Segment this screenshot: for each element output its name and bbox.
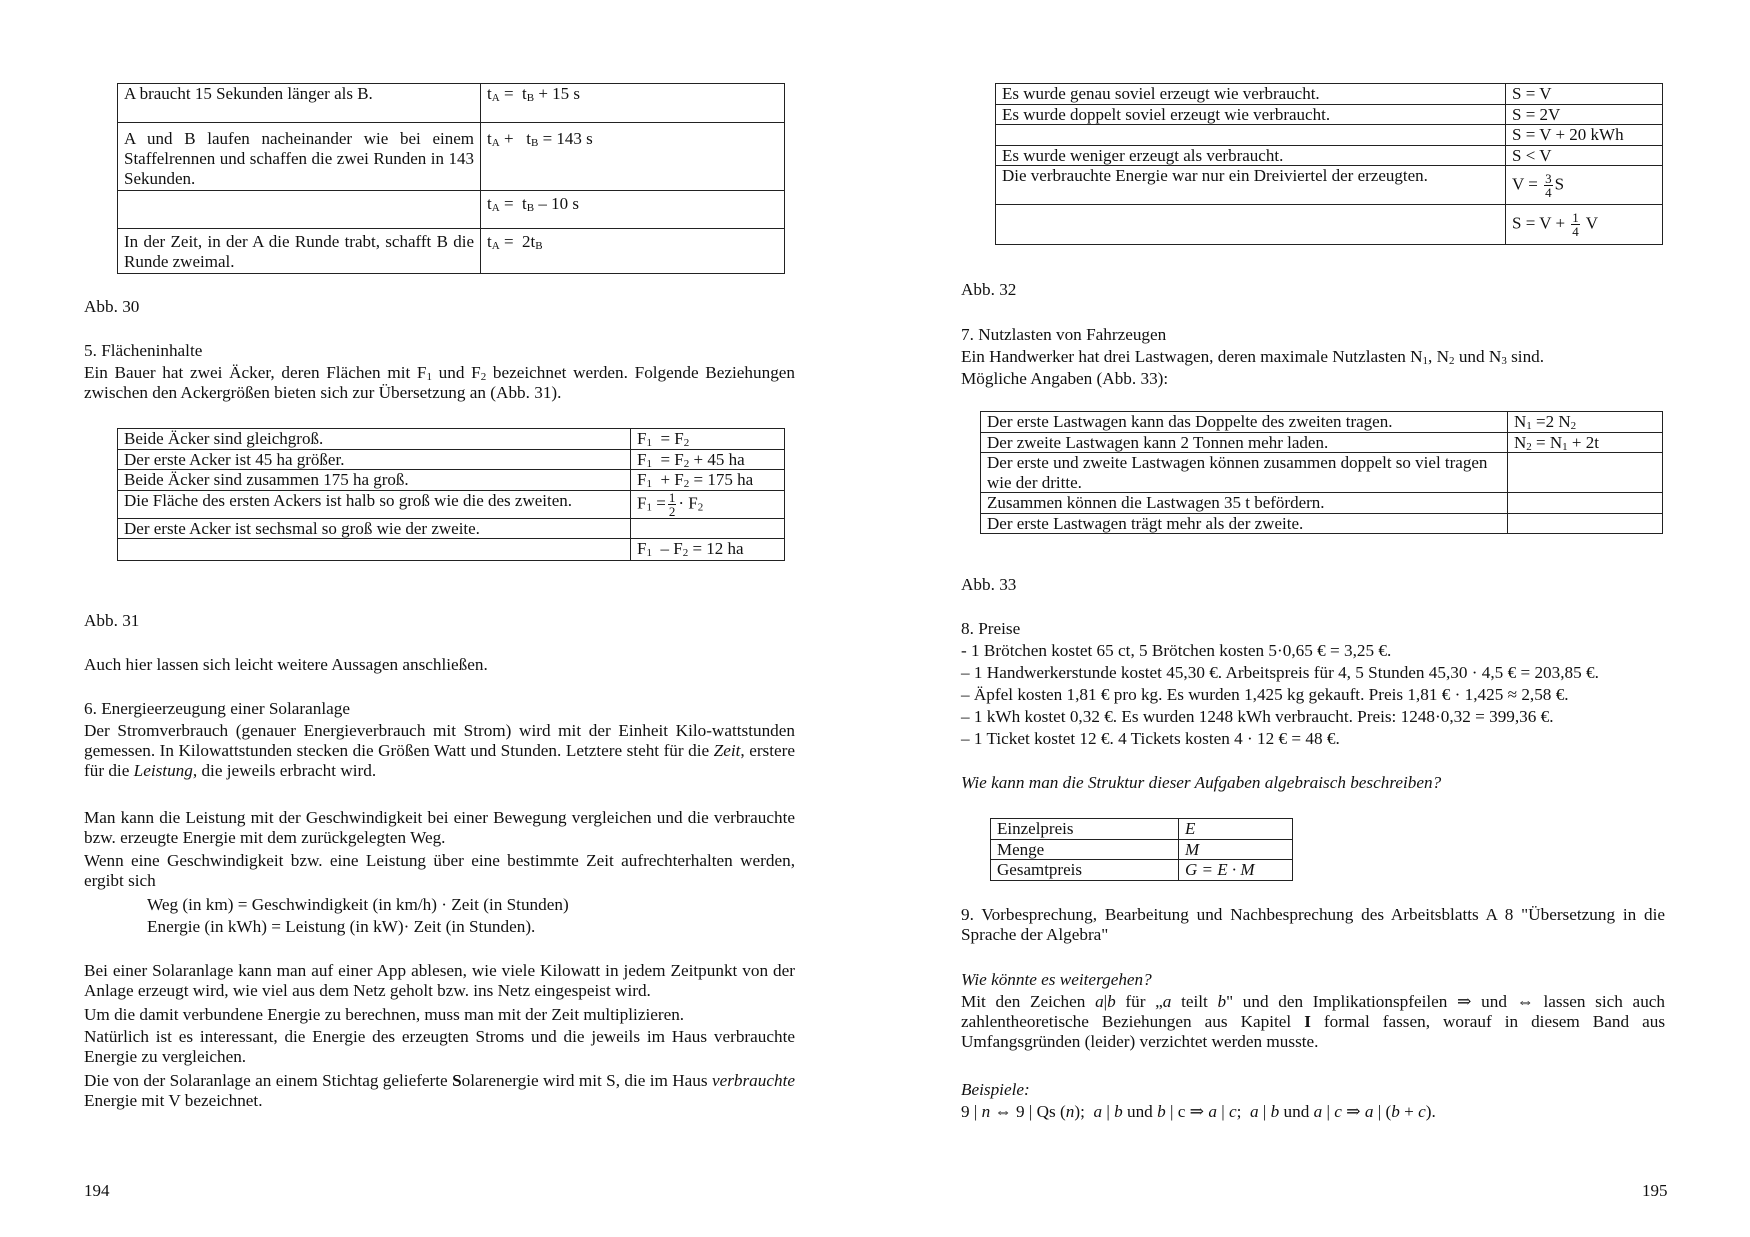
paragraph: Mit den Zeichen a|b für „a teilt b" und den Implikationspfeilen ⇒ und ⇔ lassen sich auch zahlentheoretische Beziehungen aus Kapitel I formal fassen, worauf in diesem Band aus Umfangsgründen (leider) verzichtet werden musste. [961, 992, 1666, 1052]
table-row [118, 191, 785, 229]
examples: 9 | n ⇔ 9 | Qs (n); a | b und b | c ⇒ a | c; a | b und a | c ⇒ a | (b + c). [961, 1102, 1436, 1121]
table-row [118, 470, 785, 491]
page-number: 195 [1642, 1181, 1668, 1200]
table-cell: Der erste Acker ist sechsmal so groß wie der zweite. [118, 518, 631, 539]
table-cell: Es wurde genau soviel erzeugt wie verbraucht. [996, 84, 1506, 105]
table-cell: Der erste Lastwagen trägt mehr als der zweite. [981, 513, 1508, 534]
table-row [991, 819, 1293, 840]
table-row [118, 84, 785, 123]
table-row [118, 123, 785, 191]
table-cell [118, 539, 631, 561]
question: Wie kann man die Struktur dieser Aufgaben algebraisch beschreiben? [961, 773, 1442, 792]
table-cell [1508, 453, 1663, 493]
table-cell: M [1179, 839, 1293, 860]
section-heading: 5. Flächeninhalte [84, 341, 203, 360]
table-cell: G = E · M [1179, 860, 1293, 881]
figure-caption: Abb. 33 [961, 575, 1017, 594]
table-cell: S < V [1506, 145, 1663, 166]
list-item: - 1 Brötchen kostet 65 ct, 5 Brötchen kosten 5·0,65 € = 3,25 €. [961, 641, 1392, 660]
list-item: – 1 kWh kostet 0,32 €. Es wurden 1248 kWh verbraucht. Preis: 1248·0,32 = 399,36 €. [961, 707, 1554, 726]
list-item: – 1 Ticket kostet 12 €. 4 Tickets kosten 4 · 12 € = 48 €. [961, 729, 1340, 748]
paragraph: Ein Handwerker hat drei Lastwagen, deren maximale Nutzlasten $N_1$, $N_2$ und $N_3$ sind. [961, 347, 1545, 367]
table-row [981, 432, 1663, 453]
formula: Weg (in km) = Geschwindigkeit (in km/h) · Zeit (in Stunden) [147, 895, 569, 914]
table-cell [996, 205, 1506, 245]
table-cell [996, 125, 1506, 146]
paragraph: Auch hier lassen sich leicht weitere Aussagen anschließen. [84, 655, 488, 674]
table-row [118, 490, 785, 518]
table-cell: Der erste Acker ist 45 ha größer. [118, 449, 631, 470]
table-cell: A und B laufen nacheinander wie bei einem Staffelrennen und schaffen die zwei Runden in 143 Sekunden. [118, 123, 481, 191]
paragraph: Mögliche Angaben (Abb. 33): [961, 369, 1169, 388]
table-cell: Der erste und zweite Lastwagen können zusammen doppelt so viel tragen wie der dritte. [981, 453, 1508, 493]
table-cell [118, 191, 481, 229]
formula: Energie (in kWh) = Leistung (in kW)· Zeit (in Stunden). [147, 917, 536, 936]
table-cell: Einzelpreis [991, 819, 1179, 840]
table-row [996, 125, 1663, 146]
table-cell: $t_A = t_B + 15$ s [481, 84, 785, 123]
table-cell: Gesamtpreis [991, 860, 1179, 881]
table-cell: $F_1 - F_2 = 12$ ha [631, 539, 785, 561]
table-cell: $N_2 = N_1 + 2t$ [1508, 432, 1663, 453]
section-heading: 7. Nutzlasten von Fahrzeugen [961, 325, 1167, 344]
table-cell: Der zweite Lastwagen kann 2 Tonnen mehr laden. [981, 432, 1508, 453]
table-cell: $F_1$ = $\frac{1}{2}$ · $F_2$ [631, 490, 785, 518]
table-cell: $t_A = t_B - 10$ s [481, 191, 785, 229]
table-abb-30 [117, 83, 785, 274]
table-cell [1508, 513, 1663, 534]
table-row [118, 539, 785, 561]
table-cell: Beide Äcker sind zusammen 175 ha groß. [118, 470, 631, 491]
table-cell: Beide Äcker sind gleichgroß. [118, 429, 631, 450]
table-row [996, 205, 1663, 245]
table-cell: $F_1 = F_2$ [631, 429, 785, 450]
table-cell: $t_A = 2t_B$ [481, 229, 785, 274]
table-cell: S = 2V [1506, 104, 1663, 125]
table-prices [990, 818, 1293, 881]
table-cell: A braucht 15 Sekunden länger als B. [118, 84, 481, 123]
table-row [981, 412, 1663, 433]
paragraph: Bei einer Solaranlage kann man auf einer App ablesen, wie viele Kilowatt in jedem Zeitpunkt von der Anlage erzeugt wird, wie viel aus dem Netz geholt bzw. ins Netz eingespeist wird. [84, 961, 795, 1001]
paragraph: Die von der Solaranlage an einem Stichtag gelieferte Solarenergie wird mit S, die im Haus verbrauchte Energie mit V bezeichnet. [84, 1071, 795, 1111]
list-item: – Äpfel kosten 1,81 € pro kg. Es wurden 1,425 kg gekauft. Preis 1,81 € · 1,425 ≈ 2,58 €. [961, 685, 1569, 704]
paragraph: Wenn eine Geschwindigkeit bzw. eine Leistung über eine bestimmte Zeit aufrechterhalten werden, ergibt sich [84, 851, 795, 891]
paragraph: Man kann die Leistung mit der Geschwindigkeit bei einer Bewegung vergleichen und die verbrauchte bzw. erzeugte Energie mit dem zurückgelegten Weg. [84, 808, 795, 848]
table-cell: $F_1 = F_2 + 45$ ha [631, 449, 785, 470]
table-cell: $F_1 + F_2 = 175$ ha [631, 470, 785, 491]
table-row [981, 493, 1663, 514]
page-number: 194 [84, 1181, 110, 1200]
section-heading: 9. Vorbesprechung, Bearbeitung und Nachbesprechung des Arbeitsblatts A 8 "Übersetzung in die Sprache der Algebra" [961, 905, 1665, 945]
paragraph: Natürlich ist es interessant, die Energie des erzeugten Stroms und die jeweils im Haus verbrauchte Energie zu vergleichen. [84, 1027, 795, 1067]
table-row [118, 429, 785, 450]
table-cell: Zusammen können die Lastwagen 35 t befördern. [981, 493, 1508, 514]
table-cell: S = V + 20 kWh [1506, 125, 1663, 146]
question: Wie könnte es weitergehen? [961, 970, 1152, 989]
table-row [118, 449, 785, 470]
table-abb-33 [980, 411, 1663, 534]
list-item: – 1 Handwerkerstunde kostet 45,30 €. Arbeitspreis für 4, 5 Stunden 45,30 · 4,5 € = 203,85 €. [961, 663, 1599, 682]
table-row [996, 145, 1663, 166]
table-abb-31 [117, 428, 785, 561]
figure-caption: Abb. 31 [84, 611, 140, 630]
fraction: $\frac{1}{4}$ [1572, 210, 1579, 239]
examples-label: Beispiele: [961, 1080, 1030, 1099]
table-cell: Es wurde doppelt soviel erzeugt wie verbraucht. [996, 104, 1506, 125]
table-cell: E [1179, 819, 1293, 840]
table-cell [631, 518, 785, 539]
table-cell: In der Zeit, in der A die Runde trabt, schafft B die Runde zweimal. [118, 229, 481, 274]
table-cell: $t_A + t_B = 143$ s [481, 123, 785, 191]
table-row [118, 229, 785, 274]
fraction: $\frac{1}{2}$ [668, 489, 676, 519]
table-cell: S = V [1506, 84, 1663, 105]
table-cell: Die verbrauchte Energie war nur ein Dreiviertel der erzeugten. [996, 166, 1506, 205]
table-cell [1508, 493, 1663, 514]
table-row [996, 84, 1663, 105]
table-cell: S = V + $\frac{1}{4}$ V [1506, 205, 1663, 245]
table-cell: $N_1 =2$ $N_2$ [1508, 412, 1663, 433]
section-heading: 6. Energieerzeugung einer Solaranlage [84, 699, 350, 718]
table-row [981, 453, 1663, 493]
table-row [991, 839, 1293, 860]
figure-caption: Abb. 32 [961, 280, 1017, 299]
table-abb-32 [995, 83, 1663, 245]
table-row [996, 104, 1663, 125]
paragraph: Ein Bauer hat zwei Äcker, deren Flächen mit $F_1$ und $F_2$ bezeichnet werden. Folgende Beziehungen zwischen den Ackergrößen bieten sich zur Übersetzung an (Abb. 31). [84, 363, 796, 403]
table-cell: Menge [991, 839, 1179, 860]
fraction: $\frac{3}{4}$ [1545, 170, 1552, 200]
table-cell: Es wurde weniger erzeugt als verbraucht. [996, 145, 1506, 166]
table-row [118, 518, 785, 539]
paragraph: Um die damit verbundene Energie zu berechnen, muss man mit der Zeit multiplizieren. [84, 1005, 685, 1024]
paragraph: Der Stromverbrauch (genauer Energieverbrauch mit Strom) wird mit der Einheit Kilo-wattstunden gemessen. In Kilowattstunden stecken die Größen Watt und Stunden. Letztere steht für die Zeit, erstere für die Leistung, die jeweils erbracht wird. [84, 721, 795, 781]
table-row [991, 860, 1293, 881]
table-cell: V = $\frac{3}{4}$ S [1506, 166, 1663, 205]
figure-caption: Abb. 30 [84, 297, 140, 316]
right-page [875, 0, 1750, 1237]
table-row [981, 513, 1663, 534]
section-heading: 8. Preise [961, 619, 1021, 638]
table-row [996, 166, 1663, 205]
table-cell: Der erste Lastwagen kann das Doppelte des zweiten tragen. [981, 412, 1508, 433]
table-cell: Die Fläche des ersten Ackers ist halb so groß wie die des zweiten. [118, 490, 631, 518]
